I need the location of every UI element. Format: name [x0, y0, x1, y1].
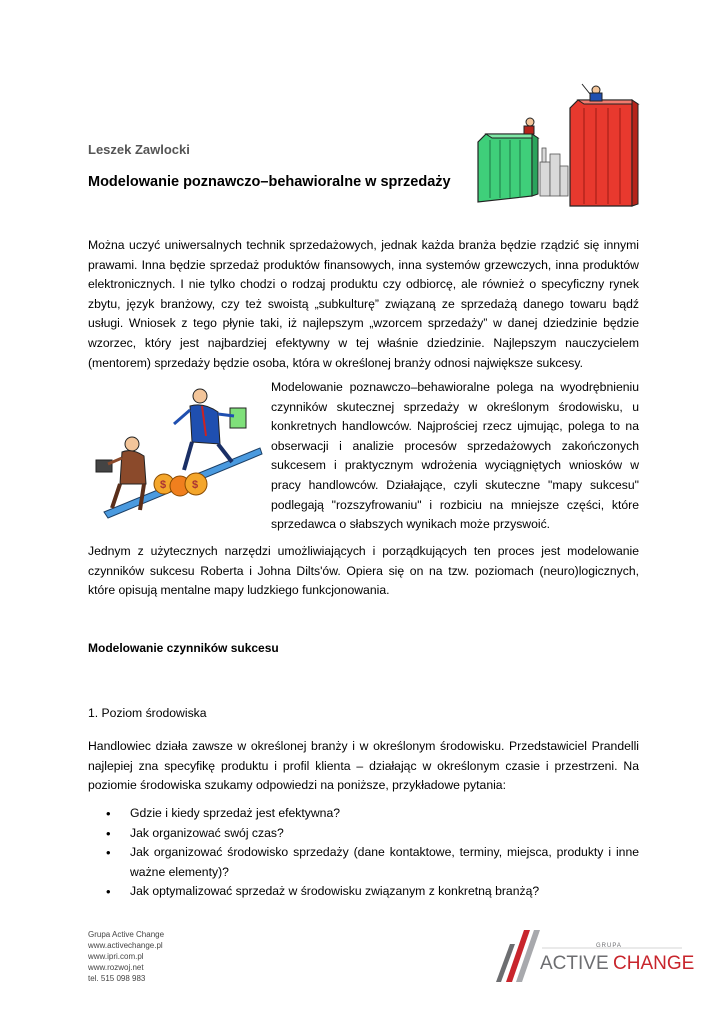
footer-phone: tel. 515 098 983 [88, 974, 146, 983]
active-change-logo [490, 926, 695, 986]
footer-link[interactable]: www.ipri.com.pl [88, 952, 144, 961]
logo-mark-icon [496, 930, 540, 982]
list-item: • Gdzie i kiedy sprzedaż jest efektywna? [88, 804, 639, 824]
document-title: Modelowanie poznawczo–behawioralne w sprzedaży [88, 174, 451, 190]
section-heading: Modelowanie czynników sukcesu [88, 641, 279, 655]
list-item: • Jak organizować swój czas? [88, 824, 639, 844]
paragraph-dilts: Jednym z użytecznych narzędzi umożliwiających i porządkujących ten proces jest modelowanie czynników sukcesu Roberta i Johna Dilts'ów. Opiera się on na tzw. poziomach (neuro)logicznych, które opisują mentalne mapy ludzkiego funkcjonowania. [88, 544, 639, 598]
author-name: Leszek Zawlocki [88, 142, 190, 157]
paragraph-intro: Można uczyć uniwersalnych technik sprzedażowych, jednak każda branża będzie rządzić się innymi prawami. Inna będzie sprzedaż produktów finansowych, inna systemów grzewczych, inna produktów elektronicznych. I nie tylko chodzi o rodzaj produktu czy odbiorcę, ale również o specyficzny rynek zbytu, język branżowy, czy też swoistą „subkulturę” związaną ze sprzedażą danego towaru bądź usługi. Wniosek z tego płynie taki, iż najlepszym „wzorcem sprzedaży” w danej dziedzinie będzie wzorzec, który jest najbardziej efektywny w tej właśnie dziedzinie. Najlepszym nauczycielem (mentorem) sprzedaży będzie osoba, która w określonej branży odnosi największe sukcesy. [88, 238, 639, 370]
paragraph-environment: Handlowiec działa zawsze w określonej branży i w określonym środowisku. Przedstawiciel Prandelli najlepiej zna specyfikę produktu i profil klienta – działając w określonym czasie i przestrzeni. Na poziomie środowiska szukamy odpowiedzi na poniższe, przykładowe pytania: [88, 739, 639, 793]
svg-text:$: $ [160, 479, 167, 491]
svg-text:$: $ [192, 479, 199, 491]
salesmen-seesaw-illustration [88, 384, 264, 522]
question-list [88, 804, 639, 902]
paragraph-modeling: Modelowanie poznawczo–behawioralne polega na wyodrębnieniu czynników skutecznej sprzedaży w określonym środowisku, u konkretnych handlowców. Najprościej rzecz ujmując, polega to na obserwacji i analizie procesów sprzedażowych zakończonych sukcesem i praktycznym wdrożenia wyciągniętych wniosków w pracy handlowców. Działające, czyli skuteczne "mapy sukcesu" podlegają "rozszyfrowaniu" i rozbiciu na mniejsze części, które sprzedawca o słabszych wynikach może przyswoić. [271, 380, 639, 532]
footer-contact [88, 929, 164, 984]
list-item: • Jak optymalizować sprzedaż w środowisku związanym z konkretną branżą? [88, 882, 639, 902]
footer-link[interactable]: www.rozwoj.net [88, 963, 144, 972]
footer-company: Grupa Active Change [88, 930, 165, 939]
logo-word-change: CHANGE [613, 953, 695, 974]
logo-small-text: GRUPA [596, 943, 622, 949]
logo-word-active: ACTIVE [540, 953, 609, 974]
level-heading: 1. Poziom środowiska [88, 706, 207, 720]
buildings-illustration [472, 78, 642, 212]
footer-link[interactable]: www.activechange.pl [88, 941, 163, 950]
list-item: • Jak organizować środowisko sprzedaży (dane kontaktowe, terminy, miejsca, produkty i inne ważne elementy)? [88, 843, 639, 882]
